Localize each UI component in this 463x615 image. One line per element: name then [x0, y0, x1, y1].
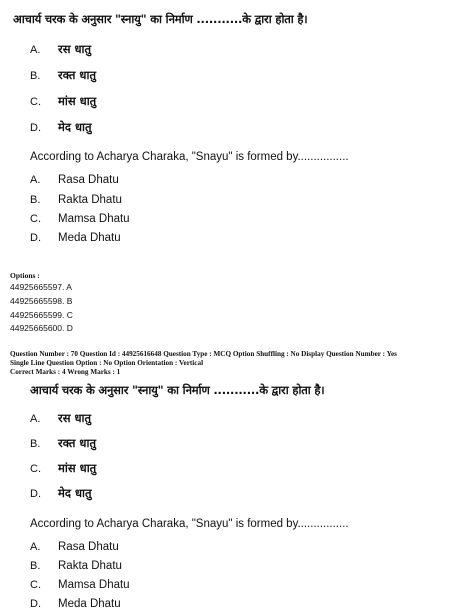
english-option-b	[30, 556, 122, 572]
option-letter: D.	[30, 122, 41, 134]
question-info-line-1: Question Number : 70 Question Id : 44925616648 Question Type : MCQ Option Shuffling : No Display Question Number : Yes	[10, 350, 397, 358]
option-id-c: 44925665599. C	[10, 310, 73, 320]
option-text: Rakta Dhatu	[58, 560, 122, 572]
option-text: रक्त धातु	[58, 68, 97, 82]
option-letter: B.	[30, 194, 41, 206]
option-text: मेद धातु	[58, 486, 92, 500]
option-text: Meda Dhatu	[58, 232, 121, 244]
option-letter: C.	[30, 463, 41, 475]
option-letter: D.	[30, 598, 41, 610]
hindi-option-c	[30, 92, 96, 108]
english-option-a	[30, 537, 119, 553]
option-letter: C.	[30, 213, 41, 225]
option-letter: D.	[30, 232, 41, 244]
question-info-line-2: Single Line Question Option : No Option Orientation : Vertical	[10, 359, 204, 367]
option-letter: B.	[30, 560, 41, 572]
option-text: रक्त धातु	[58, 436, 97, 450]
options-label: Options :	[10, 271, 40, 280]
english-option-c	[30, 575, 130, 591]
option-text: रस धातु	[58, 411, 92, 425]
option-text: Rakta Dhatu	[58, 194, 122, 206]
english-question: According to Acharya Charaka, "Snayu" is formed by................	[30, 518, 349, 530]
option-letter: A.	[30, 44, 41, 56]
option-text: मांस धातु	[58, 94, 97, 108]
option-text: रस धातु	[58, 42, 92, 56]
option-letter: A.	[30, 174, 41, 186]
hindi-question: आचार्य चरक के अनुसार "स्नायु" का निर्माण ...........के द्वारा होता है।	[13, 12, 308, 26]
option-id-a: 44925665597. A	[10, 282, 72, 292]
option-text: Mamsa Dhatu	[58, 579, 130, 591]
hindi-option-a	[30, 409, 91, 425]
hindi-question: आचार्य चरक के अनुसार "स्नायु" का निर्माण ...........के द्वारा होता है।	[30, 383, 325, 397]
english-option-b	[30, 190, 122, 206]
option-id-d: 44925665600. D	[10, 323, 73, 333]
english-option-d	[30, 594, 121, 610]
hindi-option-b	[30, 434, 96, 450]
english-option-c	[30, 209, 130, 225]
option-letter: A.	[30, 413, 41, 425]
option-letter: C.	[30, 579, 41, 591]
option-letter: D.	[30, 488, 41, 500]
hindi-option-c	[30, 459, 96, 475]
option-letter: B.	[30, 438, 41, 450]
english-option-d	[30, 228, 121, 244]
hindi-option-d	[30, 118, 92, 134]
english-question: According to Acharya Charaka, "Snayu" is formed by................	[30, 151, 349, 163]
option-text: Meda Dhatu	[58, 598, 121, 610]
option-text: Rasa Dhatu	[58, 541, 119, 553]
option-text: मांस धातु	[58, 461, 97, 475]
option-letter: B.	[30, 70, 41, 82]
hindi-option-a	[30, 40, 91, 56]
option-letter: A.	[30, 541, 41, 553]
hindi-option-d	[30, 484, 92, 500]
option-text: मेद धातु	[58, 120, 92, 134]
option-text: Rasa Dhatu	[58, 174, 119, 186]
question-info-line-3: Correct Marks : 4 Wrong Marks : 1	[10, 368, 121, 376]
option-letter: C.	[30, 96, 41, 108]
option-id-b: 44925665598. B	[10, 296, 73, 306]
option-text: Mamsa Dhatu	[58, 213, 130, 225]
english-option-a	[30, 170, 119, 186]
hindi-option-b	[30, 66, 96, 82]
